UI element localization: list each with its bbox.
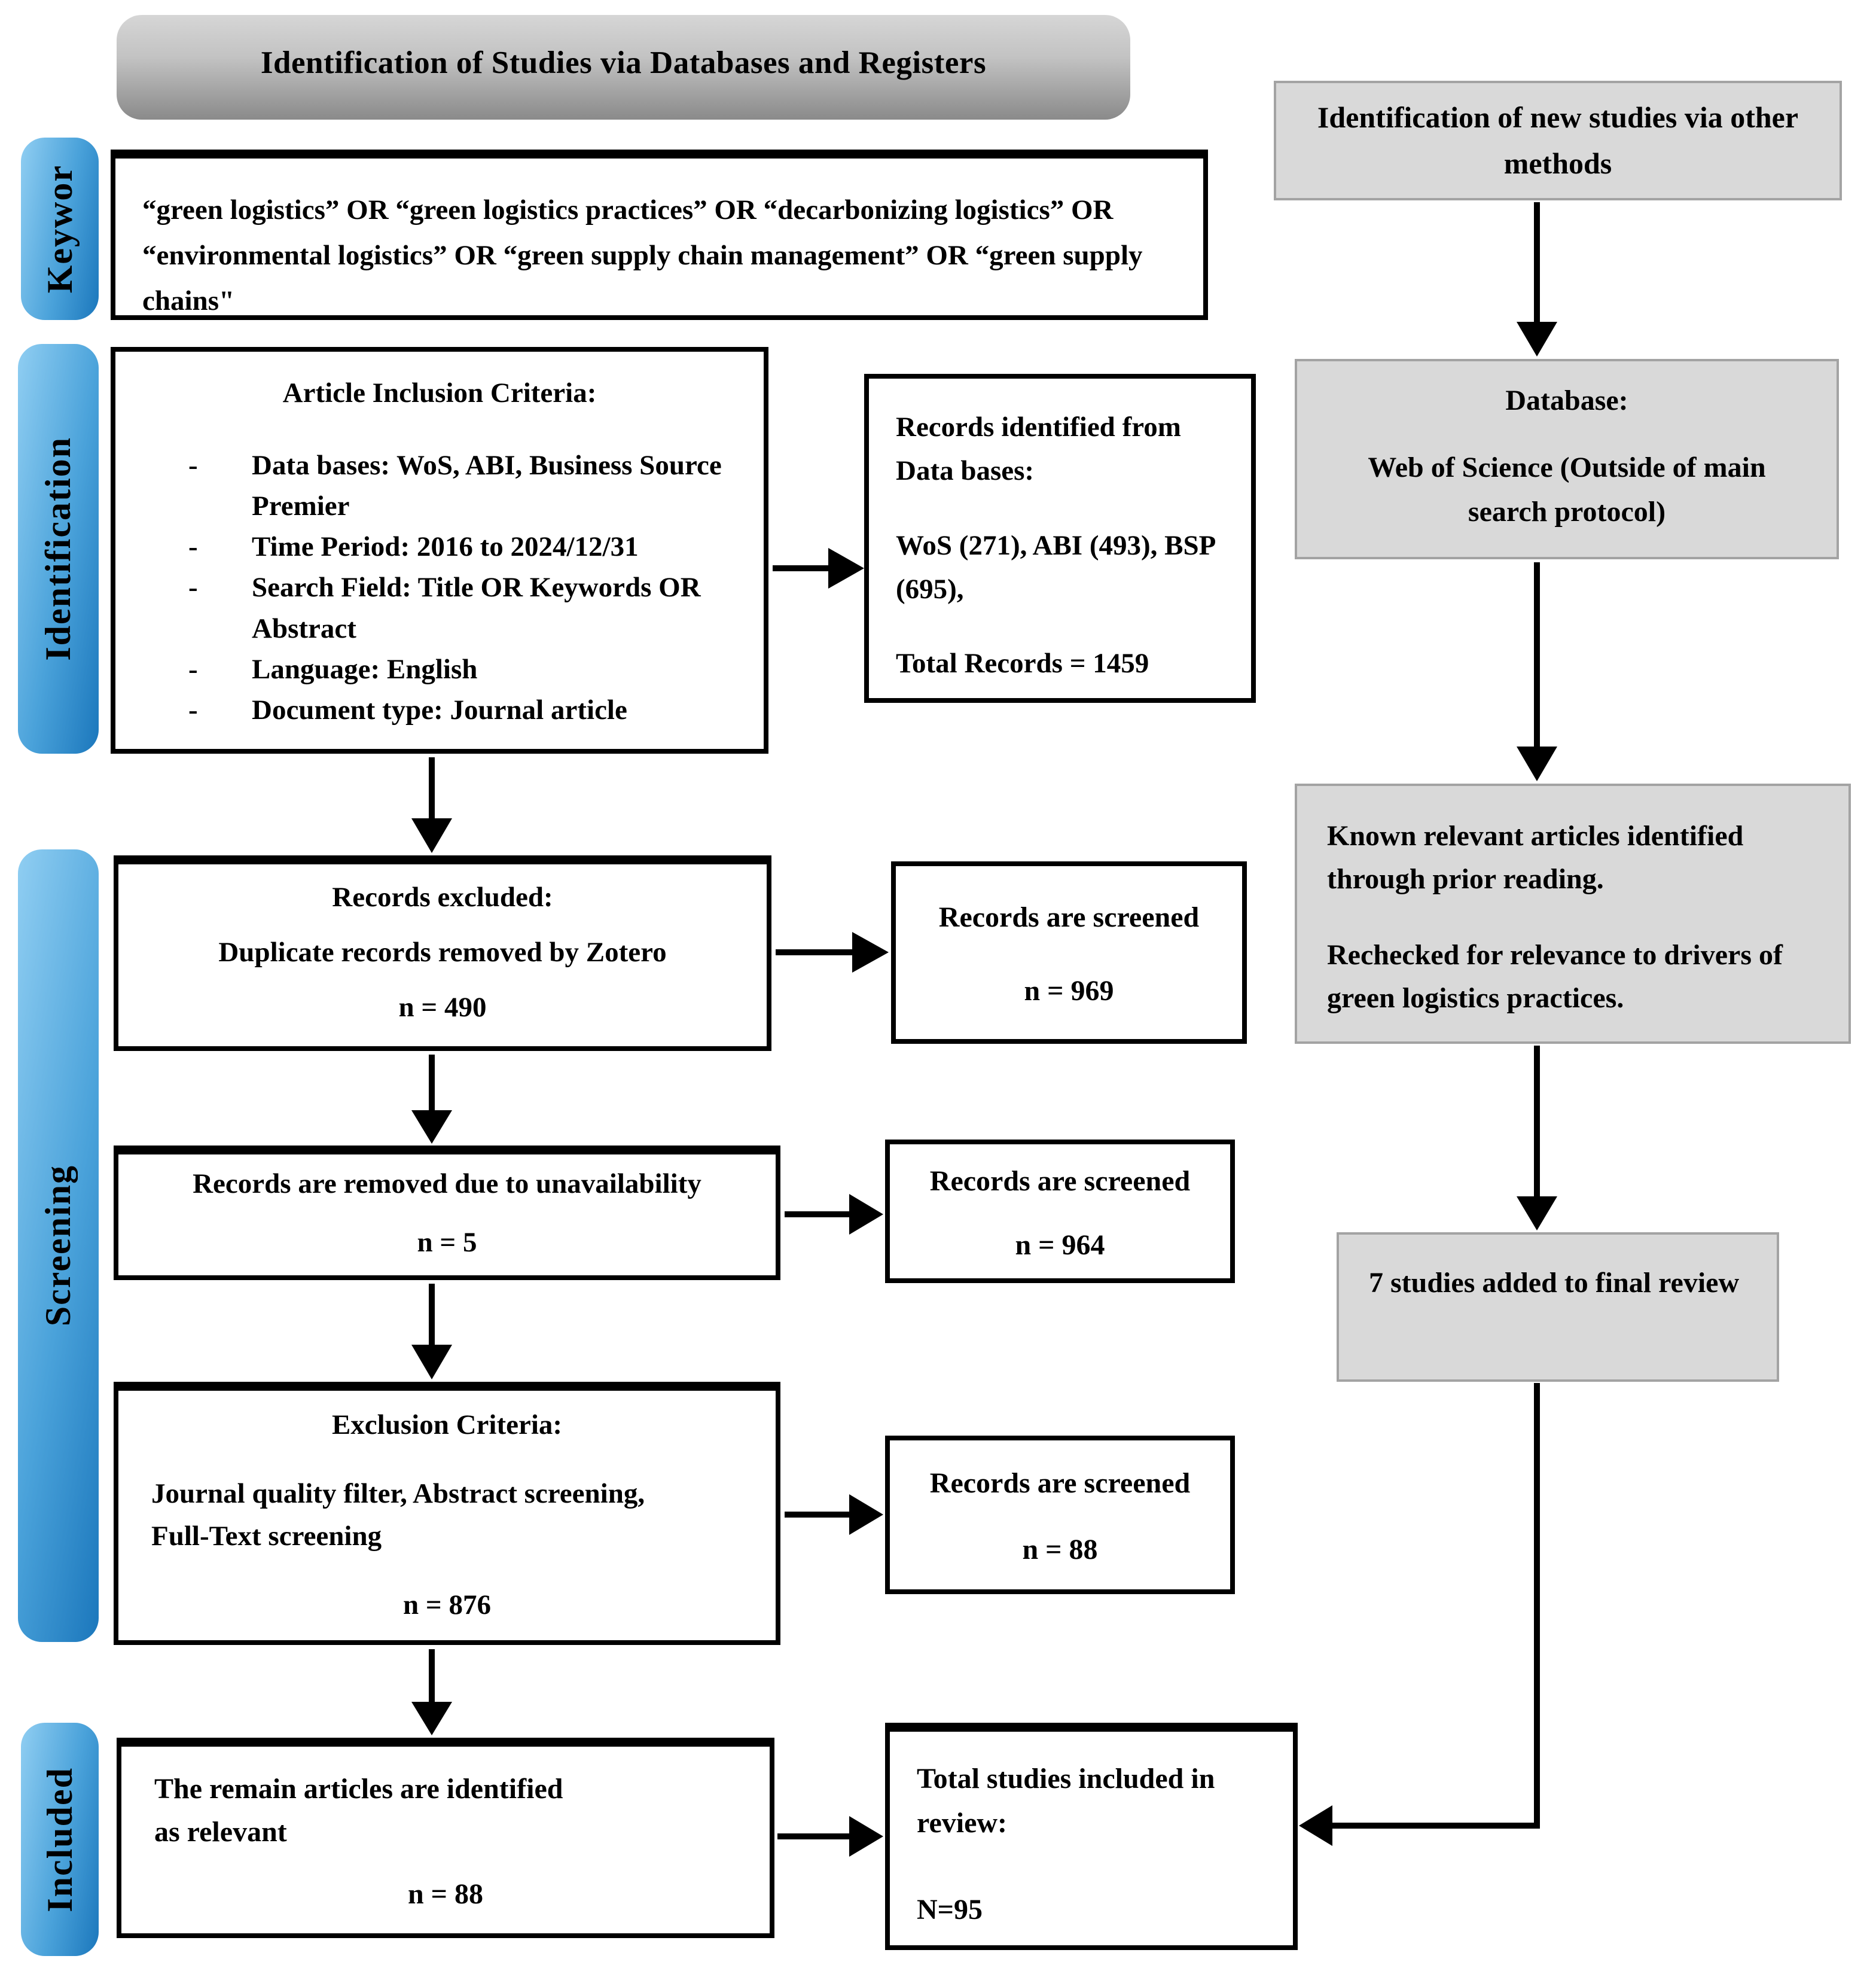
arrow-exclusion-to-88-icon xyxy=(785,1494,883,1535)
arrow-other-to-database-icon xyxy=(1517,202,1557,357)
sidebar-tab-included-label: Included xyxy=(39,1766,80,1912)
keyword-search-box xyxy=(111,150,1208,320)
exclusion-criteria-box xyxy=(114,1382,780,1645)
arrow-seven-to-total-icon xyxy=(1299,1383,1537,1846)
screened-88-count: n = 88 xyxy=(1022,1534,1098,1565)
screened-88-box xyxy=(885,1436,1235,1594)
criteria-item: - Document type: Journal article xyxy=(115,690,764,730)
records-identified-line3: Total Records = 1459 xyxy=(896,648,1149,680)
arrow-known-to-seven-icon xyxy=(1517,1046,1557,1230)
screened-964-title: Records are screened xyxy=(929,1165,1191,1197)
inclusion-criteria-box xyxy=(111,347,768,754)
seven-studies-text: 7 studies added to final review xyxy=(1369,1267,1740,1299)
sidebar-tab-identification-label: Identification xyxy=(38,437,78,661)
screened-88-title: Records are screened xyxy=(929,1467,1191,1499)
sidebar-tab-included xyxy=(21,1723,99,1956)
screened-969-count: n = 969 xyxy=(1024,975,1114,1007)
remain-articles-count: n = 88 xyxy=(407,1878,484,1910)
records-excluded-title: Records excluded: xyxy=(332,882,553,913)
remain-articles-body: The remain articles are identified as relevant xyxy=(154,1773,563,1848)
criteria-item: - Language: English xyxy=(115,649,764,690)
records-excluded-box xyxy=(114,855,771,1051)
known-articles-box xyxy=(1295,784,1851,1044)
criteria-item: - Data bases: WoS, ABI, Business Source Premier xyxy=(115,445,764,526)
arrow-exclusion-to-remain-icon xyxy=(411,1649,452,1735)
screened-969-title: Records are screened xyxy=(938,901,1200,933)
screened-964-count: n = 964 xyxy=(1015,1229,1105,1261)
arrow-database-to-known-icon xyxy=(1517,562,1557,781)
records-removed-body: Records are removed due to unavailability xyxy=(193,1168,701,1199)
criteria-item: - Time Period: 2016 to 2024/12/31 xyxy=(115,526,764,567)
other-database-box xyxy=(1295,359,1839,559)
records-identified-line2: WoS (271), ABI (493), BSP (695), xyxy=(896,529,1215,605)
records-removed-count: n = 5 xyxy=(417,1227,477,1258)
sidebar-tab-identification xyxy=(18,344,99,754)
arrow-removed-to-964-icon xyxy=(785,1194,883,1235)
arrow-excluded-to-removed-icon xyxy=(411,1055,452,1144)
exclusion-criteria-body: Journal quality filter, Abstract screening, Full-Text screening xyxy=(151,1478,645,1552)
seven-studies-box xyxy=(1337,1232,1779,1382)
arrow-remain-to-total-icon xyxy=(777,1816,883,1857)
total-studies-count: N=95 xyxy=(917,1893,983,1926)
known-articles-line2: Rechecked for relevance to drivers of green logistics practices. xyxy=(1327,939,1783,1014)
records-identified-line1: Records identified from Data bases: xyxy=(896,412,1181,486)
arrow-removed-to-exclusion-icon xyxy=(411,1284,452,1379)
known-articles-line1: Known relevant articles identified through prior reading. xyxy=(1327,820,1744,895)
records-removed-box xyxy=(114,1146,780,1280)
sidebar-tab-screening xyxy=(18,849,99,1642)
main-header-banner xyxy=(117,15,1130,120)
total-studies-line1: Total studies included in review: xyxy=(917,1763,1215,1839)
keyword-search-text: “green logistics” OR “green logistics practices” OR “decarbonizing logistics” OR “environmental logistics” OR “green supply chain management” OR “green supply chains" xyxy=(142,194,1143,317)
other-methods-title: Identification of new studies via other methods xyxy=(1317,100,1799,180)
inclusion-criteria-list xyxy=(115,445,764,730)
records-excluded-body: Duplicate records removed by Zotero xyxy=(218,937,667,968)
main-header-title: Identification of Studies via Databases and Registers xyxy=(260,45,987,80)
arrow-criteria-to-records-icon xyxy=(773,548,864,589)
other-database-body: Web of Science (Outside of main search protocol) xyxy=(1368,451,1766,528)
criteria-item: - Search Field: Title OR Keywords OR Abstract xyxy=(115,567,764,648)
records-excluded-count: n = 490 xyxy=(398,992,487,1023)
inclusion-criteria-title: Article Inclusion Criteria: xyxy=(282,377,597,409)
screened-964-box xyxy=(885,1140,1235,1283)
exclusion-criteria-title: Exclusion Criteria: xyxy=(331,1409,563,1440)
other-database-title: Database: xyxy=(1505,384,1628,416)
remain-articles-box xyxy=(117,1738,774,1938)
records-identified-box xyxy=(864,374,1256,703)
sidebar-tab-keyword xyxy=(21,138,99,320)
sidebar-tab-screening-label: Screening xyxy=(38,1165,78,1327)
screened-969-box xyxy=(891,861,1247,1044)
sidebar-tab-keyword-label: Keywor xyxy=(39,164,80,294)
other-methods-header xyxy=(1274,81,1842,200)
exclusion-criteria-count: n = 876 xyxy=(403,1589,491,1620)
total-studies-box xyxy=(885,1723,1298,1950)
arrow-excluded-to-969-icon xyxy=(776,932,889,973)
arrow-criteria-to-excluded-icon xyxy=(411,757,452,853)
